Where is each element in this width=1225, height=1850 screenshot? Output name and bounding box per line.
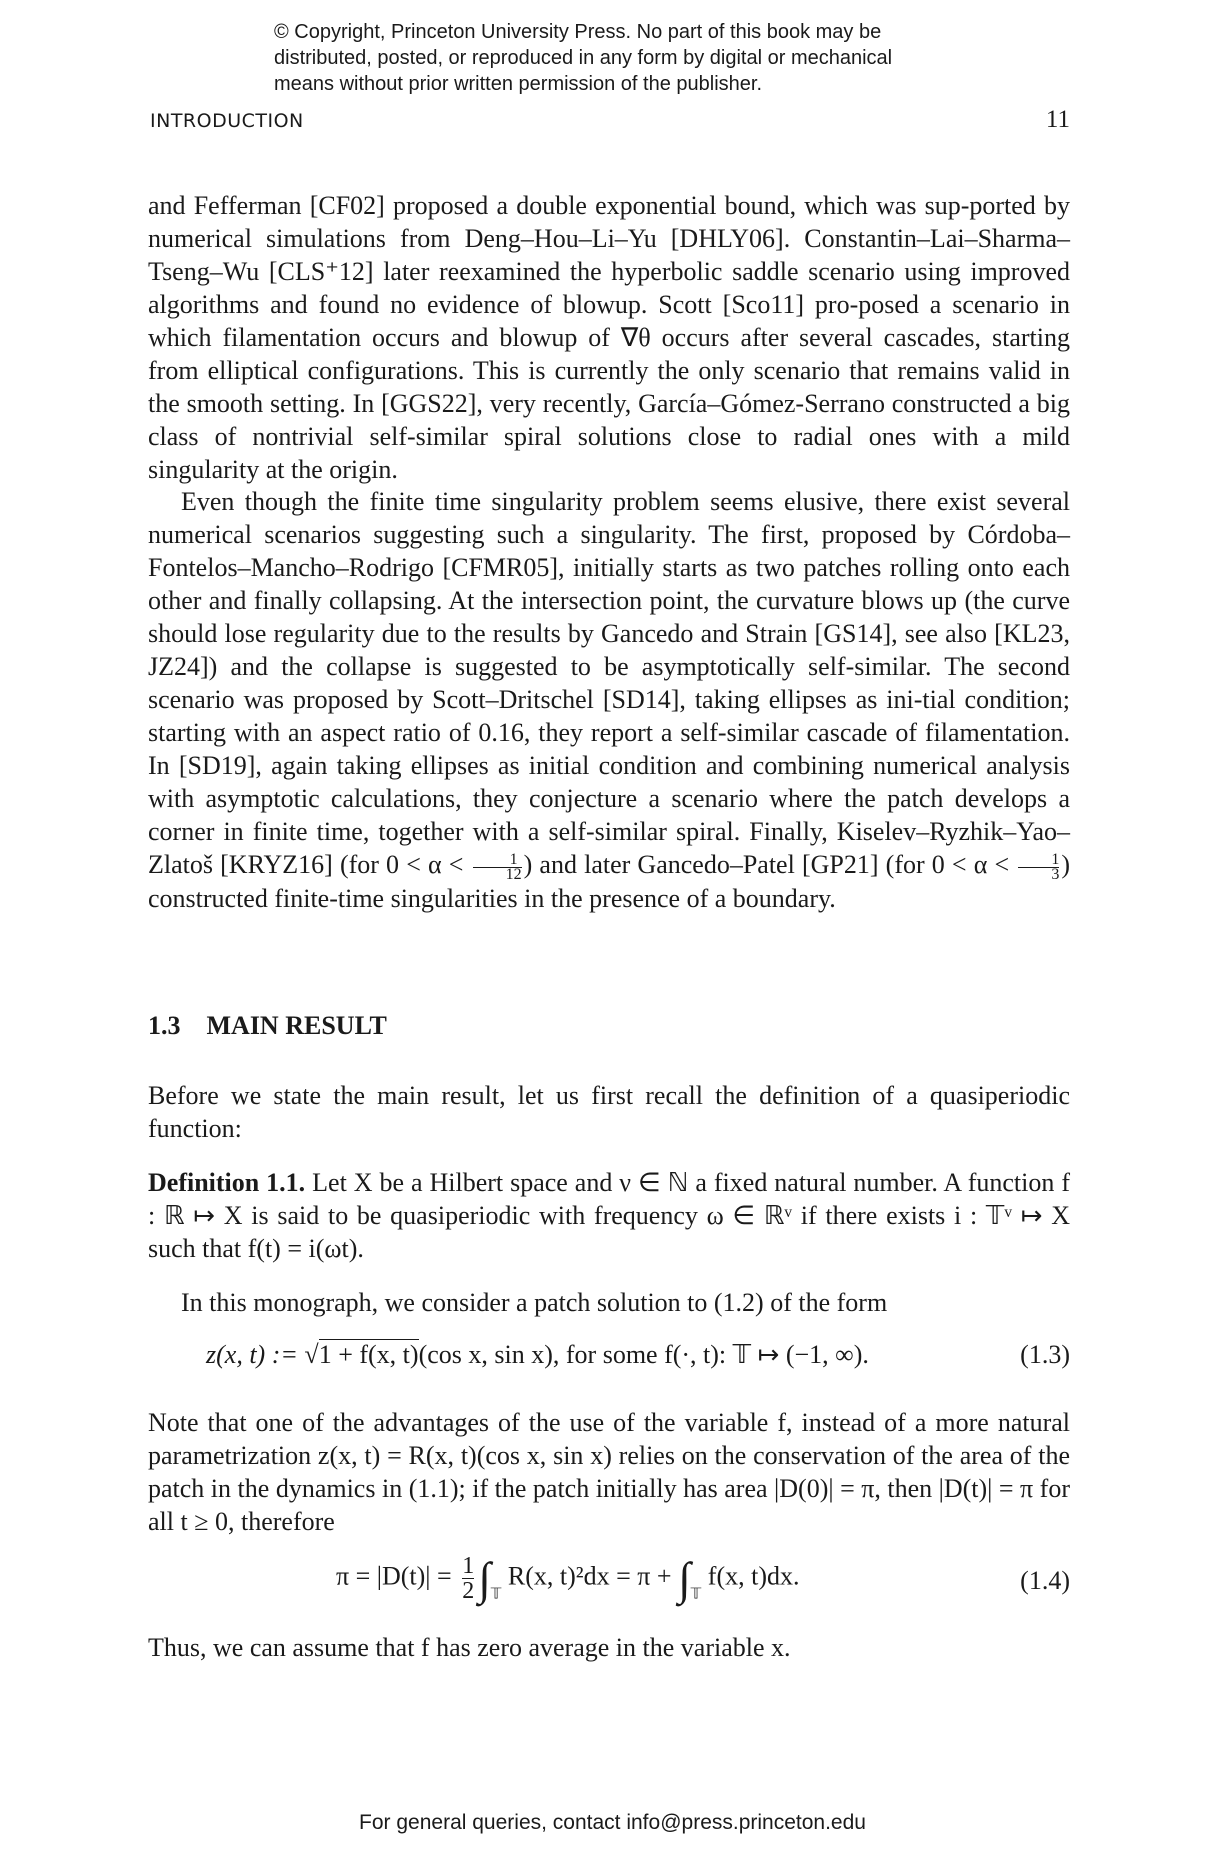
paragraph-2-mid: ) and later Gancedo–Patel [GP21] (for 0 < α <: [523, 850, 1010, 879]
section-title: MAIN RESULT: [206, 1011, 387, 1040]
copyright-notice: [274, 19, 974, 97]
eq-lhs: z(x, t) :=: [206, 1340, 305, 1369]
fraction-one-third: [1018, 850, 1060, 883]
copyright-line-3: means without prior written permission of the publisher.: [274, 73, 763, 95]
frac-num: 1: [462, 1553, 475, 1579]
fraction-one-half: [462, 1554, 474, 1603]
frac-num: 1: [1051, 850, 1060, 868]
paragraph-2-end: ) constructed finite-time singularities in the presence of a boundary.: [148, 850, 1071, 913]
equation-1-3: [148, 1340, 1070, 1380]
equation-tag: (1.4): [1020, 1566, 1070, 1595]
page-number: 11: [1045, 106, 1070, 133]
definition-1-1: [148, 1166, 1070, 1265]
frac-den: 12: [473, 867, 522, 882]
fraction-one-twelfth: [473, 850, 522, 883]
frac-num: 1: [509, 850, 518, 868]
frac-den: 2: [462, 1578, 475, 1604]
footer-contact: For general queries, contact info@press.princeton.edu: [359, 1811, 866, 1834]
copyright-line-1: © Copyright, Princeton University Press. No part of this book may be: [274, 21, 882, 43]
copyright-line-2: distributed, posted, or reproduced in any form by digital or mechanical: [274, 47, 893, 69]
equation-body: [336, 1552, 800, 1605]
paragraph-5: In this monograph, we consider a patch solution to (1.2) of the form: [181, 1288, 888, 1317]
sqrt-radicand: 1 + f(x, t): [318, 1340, 419, 1369]
eq-part-c: f(x, t)dx.: [707, 1561, 800, 1591]
paragraph-7: Thus, we can assume that f has zero average in the variable x.: [148, 1633, 791, 1662]
equation-tag: (1.3): [1020, 1340, 1070, 1369]
paragraph-6: Note that one of the advantages of the use of the variable f, instead of a more natural parametrization z(x, t) = R(x, t)(cos x, sin x) relies on the conservation of the area of the patch in the dynamics in (1.1); if the patch initially has area |D(0)| = π, then |D(t)| = π for all t ≥ 0, therefore: [148, 1408, 1070, 1536]
integral-sign: ∫: [678, 1553, 691, 1604]
chapter-title: INTRODUCTION: [150, 110, 304, 132]
paragraph-2-main: Even though the finite time singularity problem seems elusive, there exist several numerical scenarios suggesting such a singularity. The first, proposed by Córdoba–Fontelos–Mancho–Rodrigo [CFMR05], initially starts as two patches rolling onto each other and finally collapsing. At the intersection point, the curvature blows up (the curve should lose regularity due to the results by Gancedo and Strain [GS14], see also [KL23, JZ24]) and the collapse is suggested to be asymptotically self-similar. The second scenario was proposed by Scott–Dritschel [SD14], taking ellipses as ini-tial condition; starting with an aspect ratio of 0.16, they report a self-similar cascade of filamentation. In [SD19], again taking ellipses as initial condition and combining numerical analysis with asymptotic calculations, they conjecture a scenario where the patch develops a corner in finite time, together with a self-similar spiral. Finally, Kiselev–Ryzhik–Yao–Zlatoš [KRYZ16] (for 0 < α <: [148, 487, 1070, 879]
paragraph-3: Before we state the main result, let us first recall the definition of a quasiperiodic function:: [148, 1081, 1070, 1143]
equation-body: z(x, t) := √1 + f(x, t)(cos x, sin x), for some f(·, t): 𝕋 ↦ (−1, ∞).: [206, 1340, 869, 1369]
integral-domain: 𝕋: [690, 1586, 702, 1603]
paragraph-2: [148, 485, 1070, 915]
definition-label: Definition 1.1.: [148, 1168, 306, 1197]
section-heading: [148, 1011, 387, 1041]
eq-part-b: R(x, t)²dx = π +: [507, 1561, 679, 1591]
running-head: [150, 106, 1070, 140]
frac-den: 3: [1018, 867, 1059, 882]
equation-1-4: [148, 1552, 1070, 1612]
eq-rest: (cos x, sin x), for some f(·, t): 𝕋 ↦ (−1, ∞).: [418, 1340, 869, 1369]
eq-part-a: π = |D(t)| =: [336, 1561, 459, 1591]
integral-sign: ∫: [478, 1553, 491, 1604]
paragraph-1: and Fefferman [CF02] proposed a double exponential bound, which was sup-ported by numerical simulations from Deng–Hou–Li–Yu [DHLY06]. Constantin–Lai–Sharma–Tseng–Wu [CLS⁺12] later reexamined the hyperbolic saddle scenario using improved algorithms and found no evidence of blowup. Scott [Sco11] pro-posed a scenario in which filamentation occurs and blowup of ∇θ occurs after several cascades, starting from elliptical configurations. This is currently the only scenario that remains valid in the smooth setting. In [GGS22], very recently, García–Gómez-Serrano constructed a big class of nontrivial self-similar spiral solutions close to radial ones with a mild singularity at the origin.: [148, 191, 1070, 484]
definition-text: Let X be a Hilbert space and ν ∈ ℕ a fixed natural number. A function f : ℝ ↦ X is said to be quasiperiodic with frequency ω ∈ ℝᵛ if there exists i : 𝕋ᵛ ↦ X such that f(t) = i(ωt).: [148, 1168, 1070, 1263]
integral-domain: 𝕋: [490, 1586, 502, 1603]
section-number: 1.3: [148, 1011, 181, 1040]
